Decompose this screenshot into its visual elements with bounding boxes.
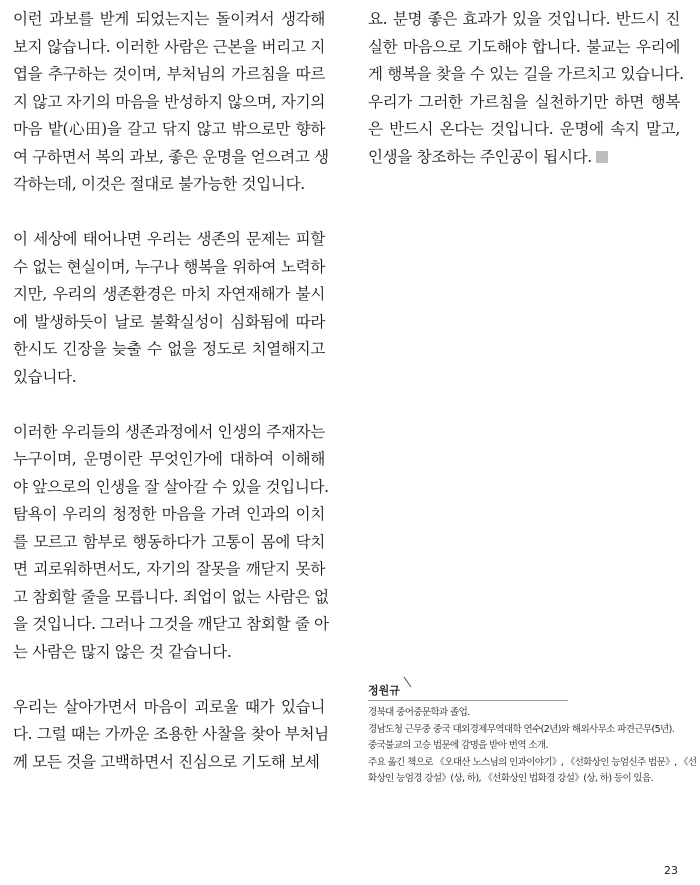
text-line: 실한 마음으로 기도해야 합니다. 불교는 우리에 xyxy=(368,37,680,56)
bio-line: 주요 옮긴 책으로 《오대산 노스님의 인과이야기》, 《선화상인 능엄신주 법문》, 《선 xyxy=(368,756,697,768)
text-line: 다. 그럴 때는 가까운 조용한 사찰을 찾아 부처님 xyxy=(13,725,329,743)
bio-line: 경북대 중어중문학과 졸업. xyxy=(368,707,470,718)
paragraph xyxy=(13,226,325,391)
text-line: 야 앞으로의 인생을 잘 살아갈 수 있을 것입니다. xyxy=(13,477,329,496)
text-line: 인생을 창조하는 주인공이 됩시다. xyxy=(368,144,680,172)
text-line: 께 모든 것을 고백하면서 진심으로 기도해 보세 xyxy=(13,752,320,771)
text-line: 은 반드시 온다는 것입니다. 운명에 속지 말고, xyxy=(368,120,680,138)
text-line: 누구이며, 운명이란 무엇인가에 대하여 이해해 xyxy=(13,450,325,468)
text-line: 요. 분명 좋은 효과가 있을 것입니다. 반드시 진 xyxy=(368,10,680,28)
bio-line: 경남도청 근무중 중국 대외경제무역대학 연수(2년)와 해외사무소 파견근무(5년). xyxy=(368,723,675,735)
text-line: 에 발생하듯이 날로 불확실성이 심화됨에 따라 xyxy=(13,312,325,331)
text-line: 여 구하면서 복의 과보, 좋은 운명을 얻으려고 생 xyxy=(13,147,329,166)
text-line: 이런 과보를 받게 되었는지는 돌이켜서 생각해 xyxy=(13,10,325,28)
bio-divider xyxy=(368,700,568,701)
text-line: 지만, 우리의 생존환경은 마치 자연재해가 불시 xyxy=(13,285,325,303)
left-column xyxy=(13,6,329,804)
text-line: 한시도 긴장을 늦출 수 없을 정도로 치열해지고 xyxy=(13,340,325,358)
author-bio xyxy=(368,679,697,788)
text-line: 이 세상에 태어나면 우리는 생존의 문제는 피할 xyxy=(13,230,325,248)
bio-lines xyxy=(368,705,697,788)
text-line: 면 괴로워하면서도, 자기의 잘못을 깨닫지 못하 xyxy=(13,560,325,578)
bio-line: 중국불교의 고승 법문에 감명을 받아 번역 소개. xyxy=(368,740,548,751)
end-mark-icon xyxy=(596,151,608,163)
text-line: 는 사람은 많지 않은 것 같습니다. xyxy=(13,642,232,661)
text-line: 를 모르고 함부로 행동하다가 고통이 몸에 닥치 xyxy=(13,532,325,551)
paragraph xyxy=(13,419,329,667)
text-line: 수 없는 현실이며, 누구나 행복을 위하여 노력하 xyxy=(13,257,325,276)
text-line: 게 행복을 찾을 수 있는 길을 가르치고 있습니다. xyxy=(368,65,684,83)
text-line: 우리는 살아가면서 마음이 괴로울 때가 있습니 xyxy=(13,697,325,716)
text-line: 탐욕이 우리의 청정한 마음을 가려 인과의 이치 xyxy=(13,505,325,523)
text-line: 엽을 추구하는 것이며, 부처님의 가르침을 따르 xyxy=(13,65,325,83)
text-line: 우리가 그러한 가르침을 실천하기만 하면 행복 xyxy=(368,92,680,111)
paragraph xyxy=(13,694,329,777)
text-line: 각하는데, 이것은 절대로 불가능한 것입니다. xyxy=(13,175,305,193)
page-number: 23 xyxy=(664,864,678,877)
right-column xyxy=(368,6,684,199)
text-line: 고 참회할 줄을 모릅니다. 죄업이 없는 사람은 없 xyxy=(13,587,329,606)
bio-line: 화상인 능엄경 강설》(상, 하), 《선화상인 법화경 강설》(상, 하) 등이 있음. xyxy=(368,773,654,784)
text-line: 보지 않습니다. 이러한 사람은 근본을 버리고 지 xyxy=(13,37,325,56)
text-line: 을 것입니다. 그러나 그것을 깨닫고 참회할 줄 아 xyxy=(13,615,329,633)
text-line: 이러한 우리들의 생존과정에서 인생의 주재자는 xyxy=(13,422,325,441)
paragraph xyxy=(368,6,684,171)
author-name: 정원규 xyxy=(368,682,406,698)
text-line: 마음 밭(心田)을 갈고 닦지 않고 밖으로만 향하 xyxy=(13,120,325,138)
text-line: 있습니다. xyxy=(13,367,77,386)
paragraph xyxy=(13,6,329,199)
text-line: 지 않고 자기의 마음을 반성하지 않으며, 자기의 xyxy=(13,92,325,111)
